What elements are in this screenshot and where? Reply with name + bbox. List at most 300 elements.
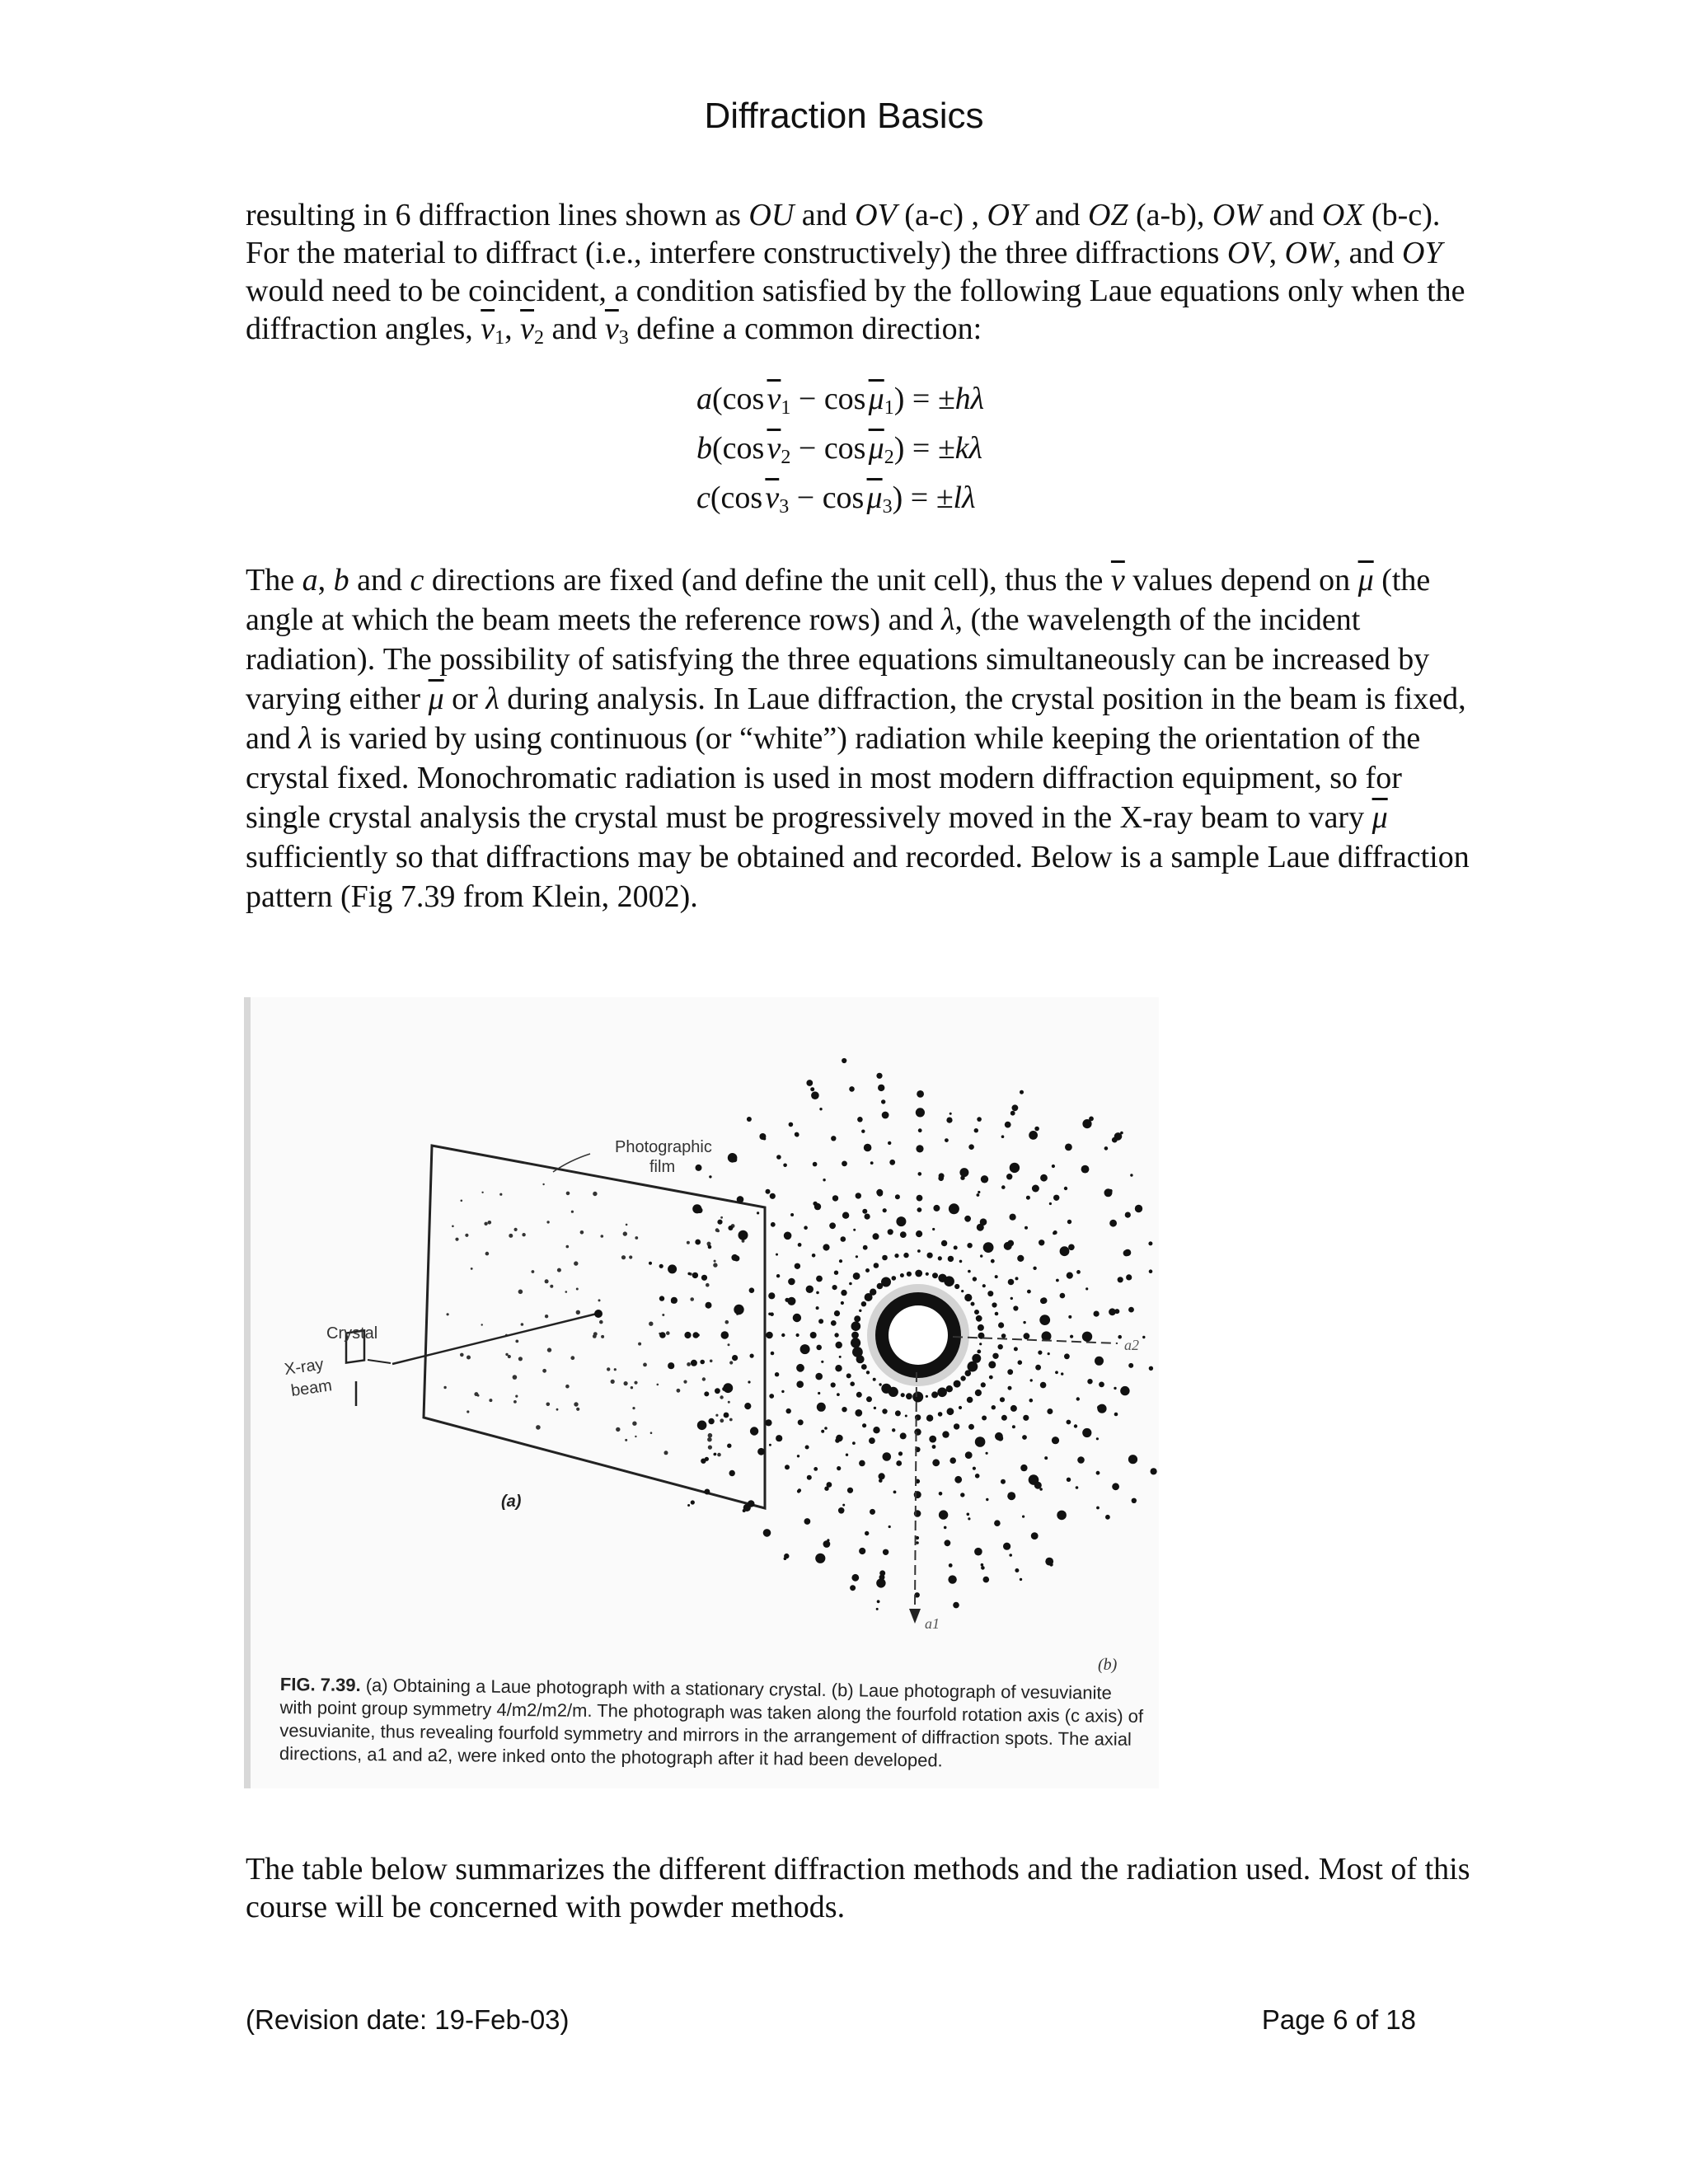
laue-spot [697,1421,707,1431]
laue-spot [771,1194,773,1197]
laue-spot [1020,1465,1027,1471]
laue-spot [935,1206,938,1208]
laue-spot [709,1175,711,1178]
laue-spot [798,1243,802,1247]
laue-spot [900,1432,907,1439]
film-spot [631,1386,633,1389]
term-a: a [302,563,318,598]
laue-spot [917,1195,923,1202]
laue-spot [842,1504,845,1507]
rhs: ±lλ [935,480,976,515]
laue-spot [1096,1437,1099,1440]
laue-spot [892,1276,897,1281]
film-spot [465,1234,468,1237]
laue-spot [842,1161,847,1167]
laue-spot [916,1108,925,1117]
laue-spot [831,1136,836,1141]
text-run: and [794,198,856,232]
label-panel-b: (b) [1098,1656,1118,1674]
laue-spot [975,1390,982,1396]
laue-spot [850,1585,856,1591]
laue-spot [806,1286,814,1293]
film-spot [708,1446,712,1450]
laue-spot [870,1289,876,1296]
film-spot [629,1255,632,1258]
laue-spot [1074,1424,1077,1427]
laue-spot [882,1255,888,1261]
laue-spot [946,1118,952,1123]
laue-spot [1068,1244,1075,1251]
laue-spot [917,1207,922,1212]
laue-spot [1082,1428,1091,1437]
subscript: 2 [884,447,894,468]
laue-spot [856,1193,861,1198]
label-xray: X-ray [283,1355,326,1379]
laue-spot [1060,1246,1070,1256]
label-a1-axis: a1 [925,1615,940,1632]
symbol-nu: $\overline{\nu}$ [520,312,535,346]
laue-spot [864,1144,872,1152]
laue-spot [727,1444,731,1448]
laue-spot [1001,1185,1006,1189]
laue-spot [878,1085,884,1091]
film-spot [708,1433,713,1438]
film-spot [650,1432,653,1434]
laue-spot [954,1380,961,1388]
laue-spot [769,1444,771,1446]
laue-spot [1010,1111,1015,1116]
laue-spot [964,1294,972,1301]
laue-spot [1031,1532,1039,1540]
film-spot [565,1291,568,1293]
laue-spot [888,1141,891,1145]
laue-spot [795,1263,800,1269]
laue-spot [793,1314,801,1322]
laue-spot [747,1117,752,1122]
page-title: Diffraction Basics [704,96,984,136]
laue-spot [1104,1146,1109,1151]
laue-spot [776,1274,780,1277]
laue-spot [1068,1315,1071,1319]
laue-spot [876,1608,879,1610]
laue-spot [834,1271,838,1275]
laue-spot [977,1193,980,1197]
laue-spot [722,1387,726,1391]
laue-spot [998,1344,1003,1349]
laue-spot [1081,1165,1090,1174]
laue-spot [903,1253,908,1258]
laue-spot [834,1310,840,1316]
laue-spot [700,1360,705,1365]
laue-spot [945,1540,951,1546]
film-spot [447,1313,449,1315]
subscript: 3 [882,496,893,518]
film-spot [571,1211,574,1213]
laue-spot [1048,1352,1050,1355]
text-run: The [246,563,302,598]
laue-spot [1105,1515,1110,1520]
direct-beam-spot [594,1310,603,1318]
laue-spot [883,1452,892,1461]
laue-spot [776,1254,778,1256]
laue-spot [859,1460,865,1467]
laue-spot [1114,1413,1118,1417]
symbol-lambda: λ [941,602,955,637]
laue-spot [769,1394,774,1399]
laue-spot [968,1144,974,1150]
laue-spot [800,1344,810,1354]
laue-spot [949,1563,953,1568]
text-run: would need to be coincident, a condition satisfied by the following Laue equations only when the diffraction angles, [246,274,1465,346]
laue-spot [851,1332,859,1339]
text-run: sufficiently so that diffractions may be obtained and recorded. Below is a sample Laue diffraction pattern (Fig 7.39 from Klein, 2002). [246,840,1470,914]
laue-spot [841,1236,846,1242]
laue-spot [1029,1399,1034,1403]
film-spot [687,1362,691,1366]
text-run: values depend on [1124,563,1358,598]
laue-spot [789,1122,794,1127]
laue-spot [953,1602,959,1609]
laue-spot [873,1233,879,1240]
laue-spot [1089,1117,1094,1122]
laue-spot [835,1438,840,1443]
laue-spot [1008,1279,1015,1286]
laue-spot [841,1290,846,1296]
laue-spot [873,1427,879,1433]
laue-spot [968,1517,970,1520]
term-b: b [333,563,349,598]
laue-spot [816,1291,819,1295]
laue-spot [932,1272,938,1278]
text-run: − [790,431,824,466]
film-spot [607,1367,610,1371]
laue-spot [983,1577,990,1583]
laue-spot [1132,1498,1137,1503]
text-run: cos [823,382,866,416]
laue-spot [1094,1311,1100,1317]
laue-spot [865,1531,869,1535]
laue-spot [859,1548,865,1554]
text-run: (b-c). For the material to diffract (i.e., interfere constructively) the three diffractions [246,198,1441,270]
laue-spot [823,1540,831,1548]
laue-spot [744,1403,751,1409]
laue-spot [838,1507,845,1514]
symbol-nu: $\overline{\nu}$ [767,382,781,416]
laue-spot [1007,1492,1015,1500]
laue-spot [1001,1135,1005,1138]
laue-spot [1022,1435,1027,1440]
laue-spot [926,1415,933,1422]
laue-spot [938,1256,942,1260]
laue-spot [926,1272,929,1276]
text-run: cos [823,431,866,466]
laue-spot [1067,1220,1071,1224]
subscript: 3 [618,327,629,349]
laue-spot [896,1216,906,1226]
label-film: film [649,1158,676,1176]
laue-spot [995,1312,999,1316]
laue-spot [706,1302,712,1309]
laue-spot [781,1333,785,1337]
laue-spot [1023,1415,1029,1421]
laue-spot [696,1165,702,1171]
laue-spot [757,1448,765,1455]
laue-spot [659,1332,666,1338]
coefficient: c [696,480,710,515]
symbol-nu: $\overline{\nu}$ [1110,563,1125,598]
text-run: , (the wavelength of the incident radiation). The possibility of satisfying the three equations simultaneously can be increased by varying either [246,602,1430,716]
film-spot [547,1347,551,1352]
laue-spot [1026,1196,1030,1200]
laue-spot [873,1378,876,1381]
term-oz: OZ [1087,198,1128,232]
laue-spot [959,1168,968,1177]
laue-spot [766,1189,771,1194]
laue-spot [1006,1174,1012,1179]
laue-spot [1148,1241,1152,1245]
laue-spot [851,1338,860,1347]
laue-spot [668,1264,677,1273]
laue-spot [1049,1202,1052,1205]
laue-spot [877,1600,880,1603]
laue-spot [816,1276,823,1282]
laue-spot [974,1128,978,1132]
film-spot [574,1261,578,1265]
laue-spot [971,1302,975,1306]
laue-spot [1109,1308,1116,1315]
laue-spot [708,1245,712,1249]
subscript: 1 [884,397,894,419]
laue-spot [881,1277,891,1287]
laue-spot [813,1162,818,1167]
laue-spot [1040,1382,1047,1389]
film-spot [509,1234,513,1238]
label-panel-a: (a) [501,1493,522,1511]
film-spot [461,1200,463,1202]
laue-spot [952,1205,957,1210]
laue-spot [926,1395,928,1398]
laue-spot [932,1445,936,1449]
text-run: or [443,682,486,716]
laue-spot [687,1272,691,1276]
laue-spot [977,1117,982,1122]
film-spot [690,1297,694,1301]
laue-spot [763,1529,771,1537]
laue-spot [763,1137,767,1141]
laue-spot [704,1391,709,1396]
laue-spot [1013,1305,1018,1310]
laue-spot [939,1492,943,1496]
laue-spot [732,1157,737,1162]
laue-spot [893,1491,897,1494]
laue-spot [849,1282,852,1286]
film-spot [505,1353,508,1356]
laue-spot [806,1080,813,1086]
laue-spot [1114,1387,1116,1390]
laue-spot [1007,1369,1013,1375]
laue-spot [1076,1397,1080,1400]
laue-spot [1123,1250,1130,1257]
subscript: 3 [779,496,790,518]
laue-spot [1120,1386,1129,1395]
laue-spot [981,1175,988,1183]
laue-spot [821,1430,824,1433]
film-spot [635,1236,638,1240]
laue-spot [1076,1486,1079,1489]
film-spot [513,1375,518,1380]
laue-spot [907,1272,912,1277]
symbol-mu: $\overline{\mu}$ [868,431,884,466]
laue-spot [659,1264,663,1268]
symbol-mu: $\overline{\mu}$ [1357,563,1374,598]
laue-spot [795,1132,799,1137]
laue-spot [841,1301,844,1305]
laue-spot [994,1520,1001,1526]
laue-spot [1024,1333,1030,1339]
laue-spot [1001,1415,1007,1421]
laue-spot [853,1229,856,1231]
film-spot [542,1183,544,1185]
laue-spot [1149,1269,1153,1273]
film-spot [632,1422,636,1426]
laue-spot [916,1230,922,1237]
film-spot [576,1408,579,1411]
laue-spot [876,1073,882,1079]
laue-spot [912,1392,923,1403]
laue-spot [701,1459,706,1464]
laue-spot [839,1259,842,1263]
film-spot [550,1285,553,1288]
laue-spot [1118,1277,1123,1282]
laue-spot [944,1276,954,1286]
laue-spot [965,1451,973,1459]
laue-spot [798,1419,804,1425]
film-spot [702,1377,706,1380]
paragraph-diffraction-lines [246,196,1470,348]
laue-spot [796,1333,799,1337]
laue-spot [861,1364,867,1370]
film-spot [521,1323,524,1326]
laue-spot [749,1287,755,1293]
laue-spot [810,1087,814,1091]
laue-spot [967,1243,972,1248]
symbol-nu: $\overline{\nu}$ [767,431,781,466]
laue-spot [883,1208,887,1212]
film-spot [515,1340,518,1343]
laue-spot [1135,1205,1142,1212]
laue-spot [785,1298,789,1302]
laue-spot [836,1342,842,1348]
laue-spot [1120,1132,1123,1135]
laue-spot [974,1548,982,1556]
laue-spot [784,1232,792,1240]
laue-spot [1055,1371,1058,1374]
film-spot [616,1427,620,1432]
laue-spot [964,1216,971,1222]
film-spot [728,1401,730,1404]
laue-spot [1023,1321,1025,1324]
film-spot [666,1331,670,1335]
laue-spot [939,1510,948,1519]
laue-spot [974,1310,979,1315]
laue-spot [905,1415,907,1418]
laue-spot [839,1356,842,1358]
laue-spot [939,1173,945,1179]
laue-spot [946,1385,953,1392]
film-spot [649,1322,653,1326]
laue-spot [941,1240,947,1246]
laue-spot [975,1474,980,1479]
laue-spot [944,1526,947,1530]
laue-spot [842,1212,849,1219]
laue-spot [981,1563,984,1567]
laue-spot [1015,1568,1019,1572]
footer-revision-date: (Revision date: 19-Feb-03) [246,2004,570,2035]
laue-spot [857,1117,863,1122]
laue-spot [997,1436,1003,1441]
film-spot [542,1369,546,1373]
laue-spot [668,1362,674,1369]
rhs: ±kλ [937,431,983,466]
equation-c: c(cos $\overline{\nu}_3 - \cos$ $\overline{\mu}_3) = \pm l\lambda$ [696,480,976,518]
laue-spot [1020,1090,1024,1094]
laue-spot [906,1393,912,1399]
term-c: c [410,563,424,598]
laue-spot [1064,1353,1070,1359]
laue-spot [732,1355,738,1361]
laue-spot [965,1370,972,1376]
laue-spot [691,1360,697,1366]
film-spot [484,1222,487,1226]
scan-edge [244,997,251,1788]
laue-spot [850,1381,855,1386]
laue-spot [1039,1240,1044,1245]
equation-b: b(cos $\overline{\nu}_2 - \cos$ $\overline{\mu}_2) = \pm k\lambda$ [696,431,983,468]
laue-spot [714,1453,717,1456]
laue-spot [804,1518,811,1525]
laue-spot [824,1487,828,1491]
film-spot [683,1380,687,1384]
laue-spot [973,1467,976,1470]
laue-spot [916,1541,919,1544]
laue-spot [1052,1436,1059,1444]
laue-spot [983,1242,994,1253]
laue-spot [851,1321,861,1331]
caption-text: (a) Obtaining a Laue photograph with a stationary crystal. (b) Laue photograph of vesuvianite with point group symmetry 4/m2/m2/m. The photograph was taken along the fourfold rotation axis (c axis) of vesuvianite, thus revealing fourfold symmetry and mirrors in the arrangement of diffraction spots. The axial directions, a1 and a2, were inked onto the photograph after it had been developed. [279,1675,1144,1771]
laue-spot [1001,1333,1006,1338]
laue-spot [982,1284,986,1287]
figure-caption [279,1673,1146,1774]
laue-spot [750,1354,754,1358]
laue-spot [829,1222,836,1229]
film-spot [715,1228,720,1232]
symbol-lambda: λ [298,721,312,756]
film-spot [556,1408,559,1411]
laue-spot [853,1272,860,1280]
laue-spot [856,1392,862,1398]
laue-spot [959,1406,962,1409]
laue-spot [977,1350,981,1354]
laue-spot [1010,1163,1020,1173]
laue-spot [807,1475,812,1480]
film-spot [621,1255,626,1259]
laue-spot [874,1263,879,1268]
film-spot [706,1283,710,1287]
film-spot [624,1381,628,1385]
laue-spot [1067,1272,1073,1279]
film-spot [566,1245,570,1249]
label-crystal: Crystal [326,1324,378,1343]
